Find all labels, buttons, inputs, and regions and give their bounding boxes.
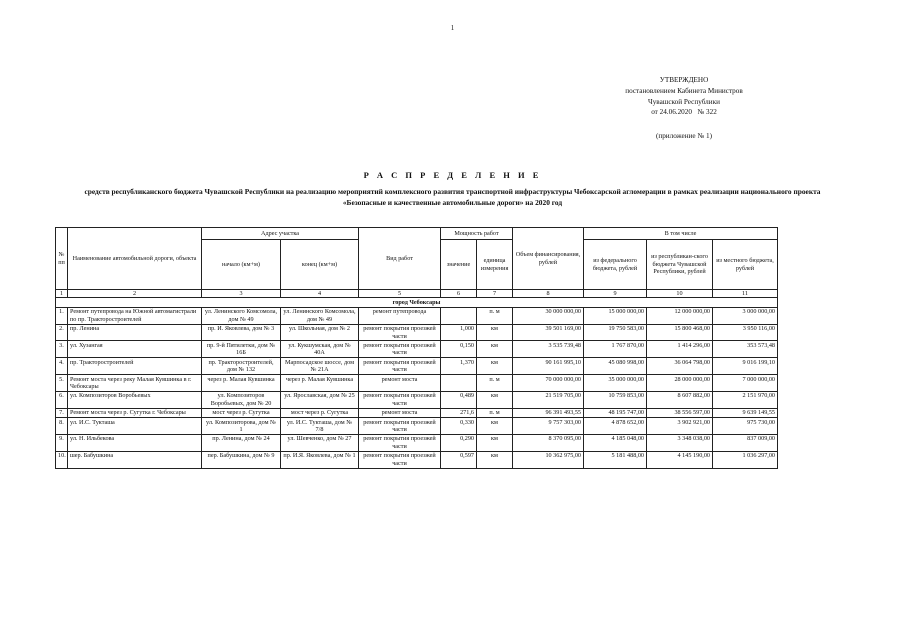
republic-budget: 3 348 038,00 xyxy=(647,434,713,451)
header-num: № пп xyxy=(56,228,68,290)
republic-budget: 36 064 798,00 xyxy=(647,358,713,375)
capacity-unit: км xyxy=(477,358,513,375)
local-budget: 353 573,48 xyxy=(713,341,778,358)
document-subtitle: средств республиканского бюджета Чувашской Республики на реализацию мероприятий комплексного развития транспортной инфраструктуры Чебоксарской агломерации в рамках реализации национального проекта «Безопасные и качественные автомобильные дороги» на 2020 год xyxy=(84,187,821,207)
header-volume: Объем финансирования, рублей xyxy=(513,228,584,290)
federal-budget: 4 878 652,00 xyxy=(584,418,647,435)
address-end: ул. Школьная, дом № 2 xyxy=(281,324,359,341)
republic-budget: 38 556 597,00 xyxy=(647,408,713,417)
header-value: значение xyxy=(441,240,477,290)
row-number: 1. xyxy=(56,307,68,324)
row-number: 8. xyxy=(56,418,68,435)
address-start: мост через р. Сугутка xyxy=(202,408,281,417)
header-capacity: Мощность работ xyxy=(441,228,513,240)
work-type: ремонт покрытия проезжей части xyxy=(359,434,441,451)
road-name: Ремонт путепровода на Южной автомагистрали по пр. Тракторостроителей xyxy=(68,307,202,324)
work-type: ремонт моста xyxy=(359,408,441,417)
financing-total: 21 519 705,00 xyxy=(513,391,584,408)
header-name: Наименование автомобильной дороги, объекта xyxy=(68,228,202,290)
financing-total: 70 000 000,00 xyxy=(513,375,584,392)
financing-total: 90 161 995,10 xyxy=(513,358,584,375)
republic-budget: 3 902 921,00 xyxy=(647,418,713,435)
column-number: 8 xyxy=(513,290,584,298)
address-end: ул. Кукшумская, дом № 40А xyxy=(281,341,359,358)
capacity-value: 1,370 xyxy=(441,358,477,375)
address-end: ул. Ленинского Комсомола, дом № 49 xyxy=(281,307,359,324)
capacity-value xyxy=(441,375,477,392)
republic-budget: 28 000 000,00 xyxy=(647,375,713,392)
federal-budget: 19 750 583,00 xyxy=(584,324,647,341)
distribution-table xyxy=(55,227,778,469)
address-end: пр. И.Я. Яковлева, дом № 1 xyxy=(281,451,359,468)
table-row xyxy=(56,391,778,408)
approval-line: от 24.06.2020 № 322 xyxy=(651,108,717,117)
column-number: 4 xyxy=(281,290,359,298)
column-numbers-row xyxy=(56,290,778,298)
financing-total: 96 391 493,55 xyxy=(513,408,584,417)
federal-budget: 5 181 488,00 xyxy=(584,451,647,468)
page-number: 1 xyxy=(450,24,455,32)
column-number: 10 xyxy=(647,290,713,298)
work-type: ремонт покрытия проезжей части xyxy=(359,418,441,435)
table-row xyxy=(56,451,778,468)
header-start: начало (км+м) xyxy=(202,240,281,290)
work-type: ремонт покрытия проезжей части xyxy=(359,358,441,375)
column-number: 3 xyxy=(202,290,281,298)
local-budget: 9 016 199,10 xyxy=(713,358,778,375)
federal-budget: 15 000 000,00 xyxy=(584,307,647,324)
road-name: шер. Бабушкина xyxy=(68,451,202,468)
local-budget: 9 639 149,55 xyxy=(713,408,778,417)
financing-total: 39 501 169,00 xyxy=(513,324,584,341)
table-row xyxy=(56,375,778,392)
capacity-value: 0,597 xyxy=(441,451,477,468)
address-start: ул. Композиторов Воробьевых, дом № 20 xyxy=(202,391,281,408)
column-number: 1 xyxy=(56,290,68,298)
road-name: ул. Хузангая xyxy=(68,341,202,358)
federal-budget: 10 759 853,00 xyxy=(584,391,647,408)
header-including: В том числе xyxy=(584,228,778,240)
header-end: конец (км+м) xyxy=(281,240,359,290)
address-start: через р. Малая Кувшинка xyxy=(202,375,281,392)
financing-total: 30 000 000,00 xyxy=(513,307,584,324)
road-name: пр. Тракторостроителей xyxy=(68,358,202,375)
road-name: Ремонт моста через реку Малая Кувшинка в г. Чебоксары xyxy=(68,375,202,392)
address-start: ул. Ленинского Комсомола, дом № 49 xyxy=(202,307,281,324)
column-number: 5 xyxy=(359,290,441,298)
financing-total: 8 370 095,00 xyxy=(513,434,584,451)
approval-stamp xyxy=(604,75,764,118)
document-title: Р А С П Р Е Д Е Л Е Н И Е xyxy=(363,170,542,180)
row-number: 9. xyxy=(56,434,68,451)
capacity-unit: км xyxy=(477,324,513,341)
table-row xyxy=(56,324,778,341)
work-type: ремонт путепровода xyxy=(359,307,441,324)
road-name: Ремонт моста через р. Сугутка г. Чебоксары xyxy=(68,408,202,417)
address-end: ул. Шевченко, дом № 27 xyxy=(281,434,359,451)
local-budget: 7 000 000,00 xyxy=(713,375,778,392)
capacity-unit: км xyxy=(477,391,513,408)
financing-total: 10 362 975,00 xyxy=(513,451,584,468)
city-row xyxy=(56,298,778,307)
address-start: пр. И. Яковлева, дом № 3 xyxy=(202,324,281,341)
capacity-value xyxy=(441,307,477,324)
federal-budget: 48 195 747,00 xyxy=(584,408,647,417)
address-start: пр. Тракторостроителей, дом № 132 xyxy=(202,358,281,375)
federal-budget: 1 767 870,00 xyxy=(584,341,647,358)
road-name: ул. И.С. Тукташа xyxy=(68,418,202,435)
header-unit: единица измерения xyxy=(477,240,513,290)
approval-line: Чувашской Республики xyxy=(648,97,720,106)
approval-line: постановлением Кабинета Министров xyxy=(625,86,743,95)
header-federal: из федерального бюджета, рублей xyxy=(584,240,647,290)
capacity-unit: км xyxy=(477,418,513,435)
federal-budget: 35 000 000,00 xyxy=(584,375,647,392)
local-budget: 1 036 297,00 xyxy=(713,451,778,468)
local-budget: 3 000 000,00 xyxy=(713,307,778,324)
row-number: 2. xyxy=(56,324,68,341)
column-number: 7 xyxy=(477,290,513,298)
header-work-type: Вид работ xyxy=(359,228,441,290)
capacity-value: 0,150 xyxy=(441,341,477,358)
column-number: 2 xyxy=(68,290,202,298)
financing-total: 3 535 739,48 xyxy=(513,341,584,358)
capacity-unit: п. м xyxy=(477,408,513,417)
work-type: ремонт покрытия проезжей части xyxy=(359,451,441,468)
federal-budget: 4 185 048,00 xyxy=(584,434,647,451)
work-type: ремонт покрытия проезжей части xyxy=(359,341,441,358)
table-row xyxy=(56,408,778,417)
republic-budget: 12 000 000,00 xyxy=(647,307,713,324)
local-budget: 837 009,00 xyxy=(713,434,778,451)
row-number: 6. xyxy=(56,391,68,408)
road-name: ул. Н. Ильбекова xyxy=(68,434,202,451)
appendix-note: (приложение № 1) xyxy=(655,132,713,140)
capacity-unit: п. м xyxy=(477,375,513,392)
capacity-value: 0,489 xyxy=(441,391,477,408)
address-start: ул. Композиторова, дом № 1 xyxy=(202,418,281,435)
approval-line: УТВЕРЖДЕНО xyxy=(659,76,709,84)
city-name: город Чебоксары xyxy=(56,298,778,307)
local-budget: 975 730,00 xyxy=(713,418,778,435)
work-type: ремонт покрытия проезжей части xyxy=(359,391,441,408)
local-budget: 3 950 116,00 xyxy=(713,324,778,341)
republic-budget: 1 414 296,00 xyxy=(647,341,713,358)
row-number: 5. xyxy=(56,375,68,392)
local-budget: 2 151 970,00 xyxy=(713,391,778,408)
address-start: пр. Ленина, дом № 24 xyxy=(202,434,281,451)
republic-budget: 8 607 882,00 xyxy=(647,391,713,408)
capacity-value: 271,6 xyxy=(441,408,477,417)
header-local: из местного бюджета, рублей xyxy=(713,240,778,290)
row-number: 10. xyxy=(56,451,68,468)
address-end: Марпосадское шоссе, дом № 21А xyxy=(281,358,359,375)
address-end: ул. И.С. Тукташа, дом № 7/8 xyxy=(281,418,359,435)
column-number: 11 xyxy=(713,290,778,298)
table-row xyxy=(56,307,778,324)
column-number: 9 xyxy=(584,290,647,298)
capacity-unit: км xyxy=(477,451,513,468)
financing-total: 9 757 303,00 xyxy=(513,418,584,435)
republic-budget: 15 800 468,00 xyxy=(647,324,713,341)
row-number: 4. xyxy=(56,358,68,375)
table-row xyxy=(56,434,778,451)
capacity-value: 1,000 xyxy=(441,324,477,341)
republic-budget: 4 145 190,00 xyxy=(647,451,713,468)
road-name: ул. Композиторов Воробьевых xyxy=(68,391,202,408)
row-number: 3. xyxy=(56,341,68,358)
header-address: Адрес участка xyxy=(202,228,359,240)
address-end: мост через р. Сугутка xyxy=(281,408,359,417)
capacity-value: 0,330 xyxy=(441,418,477,435)
address-start: пр. 9-й Пятилетки, дом № 16Б xyxy=(202,341,281,358)
capacity-value: 0,290 xyxy=(441,434,477,451)
column-number: 6 xyxy=(441,290,477,298)
address-end: ул. Ярославская, дом № 25 xyxy=(281,391,359,408)
capacity-unit: км xyxy=(477,434,513,451)
work-type: ремонт покрытия проезжей части xyxy=(359,324,441,341)
table-row xyxy=(56,341,778,358)
address-start: пер. Бабушкина, дом № 9 xyxy=(202,451,281,468)
table-row xyxy=(56,418,778,435)
capacity-unit: п. м xyxy=(477,307,513,324)
road-name: пр. Ленина xyxy=(68,324,202,341)
header-republic: из республикан-ского бюджета Чувашской Республики, рублей xyxy=(647,240,713,290)
row-number: 7. xyxy=(56,408,68,417)
work-type: ремонт моста xyxy=(359,375,441,392)
federal-budget: 45 080 998,00 xyxy=(584,358,647,375)
address-end: через р. Малая Кувшинка xyxy=(281,375,359,392)
capacity-unit: км xyxy=(477,341,513,358)
table-row xyxy=(56,358,778,375)
